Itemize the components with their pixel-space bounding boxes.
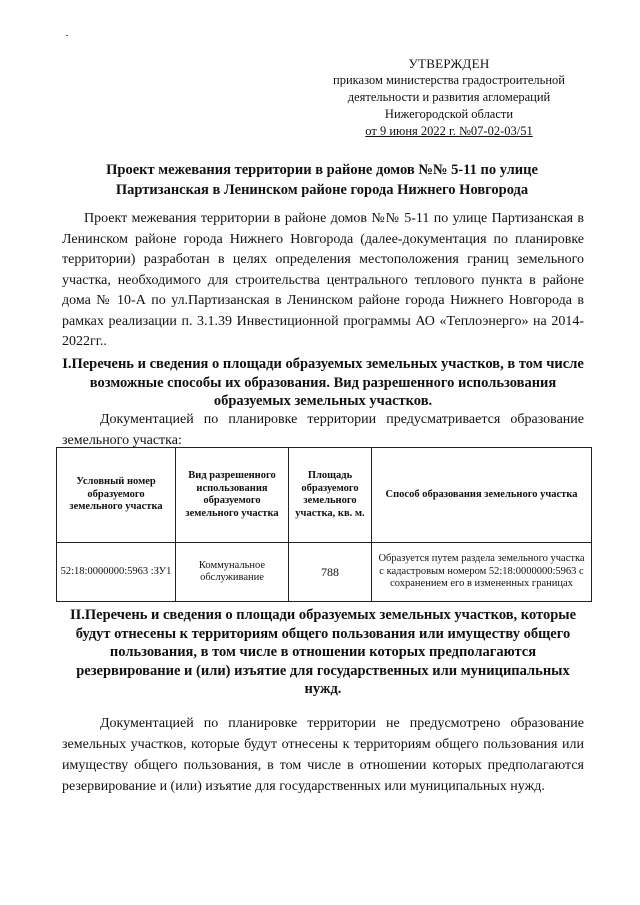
header-plot-number: Условный номер образуемого земельного участка: [57, 448, 176, 543]
header-formation-method: Способ образования земельного участка: [372, 448, 592, 543]
section-2-text: Документацией по планировке территории не предусмотрено образование земельных участков, которые будут отнесены к территориям общего пользования или имуществу общего пользования, в том числе в отношении которых предполагаются резервирование и (или) изъятие для государственных или муниципальных нужд.: [62, 716, 584, 794]
approval-line-2: деятельности и развития агломераций: [347, 90, 551, 104]
scan-speck: [66, 35, 68, 36]
section-1-heading: I.Перечень и сведения о площади образуемых земельных участков, в том числе возможные способы их образования. Вид разрешенного использования образуемых земельных участков.: [62, 356, 584, 409]
intro-paragraph: Проект межевания территории в районе домов №№ 5-11 по улице Партизанская в Ленинском районе города Нижнего Новгорода (далее-документация по планировке территории) разработан в целях определения местоположения границ земельного участка, необходимого для строительства центрального теплового пункта в районе дома № 10-А по ул.Партизанская в Ленинском районе города Нижнего Новгорода в рамках реализации п. 3.1.39 Инвестиционной программы АО «Теплоэнерго» на 2014-2022гг..: [62, 211, 584, 349]
cell-plot-number: 52:18:0000000:5963 :ЗУ1: [57, 543, 176, 602]
document-title: [62, 160, 582, 200]
section-2-heading: II.Перечень и сведения о площади образуемых земельных участков, которые будут отнесены к территориям общего пользования или имуществу общего пользования, в том числе в отношении которых предполагаются резервирование и (или) изъятие для государственных или муниципальных нужд.: [69, 607, 577, 697]
header-permitted-use: Вид разрешенного использования образуемого земельного участка: [176, 448, 289, 543]
approval-line-1: приказом министерства градостроительной: [333, 73, 565, 87]
land-plot-table: [56, 447, 592, 602]
table-header-row: [57, 448, 592, 543]
table-row: [57, 543, 592, 602]
section-1-text: Документацией по планировке территории предусматривается образование земельного участка:: [62, 412, 584, 448]
title-line-1: Проект межевания территории в районе домов №№ 5-11 по улице: [106, 162, 538, 178]
approval-stamp: [318, 55, 580, 140]
approval-heading: УТВЕРЖДЕН: [408, 56, 490, 71]
approval-line-3: Нижегородской области: [384, 107, 514, 121]
header-area: Площадь образуемого земельного участка, кв. м.: [289, 448, 372, 543]
cell-permitted-use: Коммунальное обслуживание: [176, 543, 289, 602]
cell-area: 788: [289, 543, 372, 602]
cell-formation-method: Образуется путем раздела земельного участка с кадастровым номером 52:18:0000000:5963 с сохранением его в измененных границах: [372, 543, 592, 602]
approval-order-number: от 9 июня 2022 г. №07-02-03/51: [365, 124, 533, 138]
title-line-2: Партизанская в Ленинском районе города Нижнего Новгорода: [115, 182, 529, 198]
